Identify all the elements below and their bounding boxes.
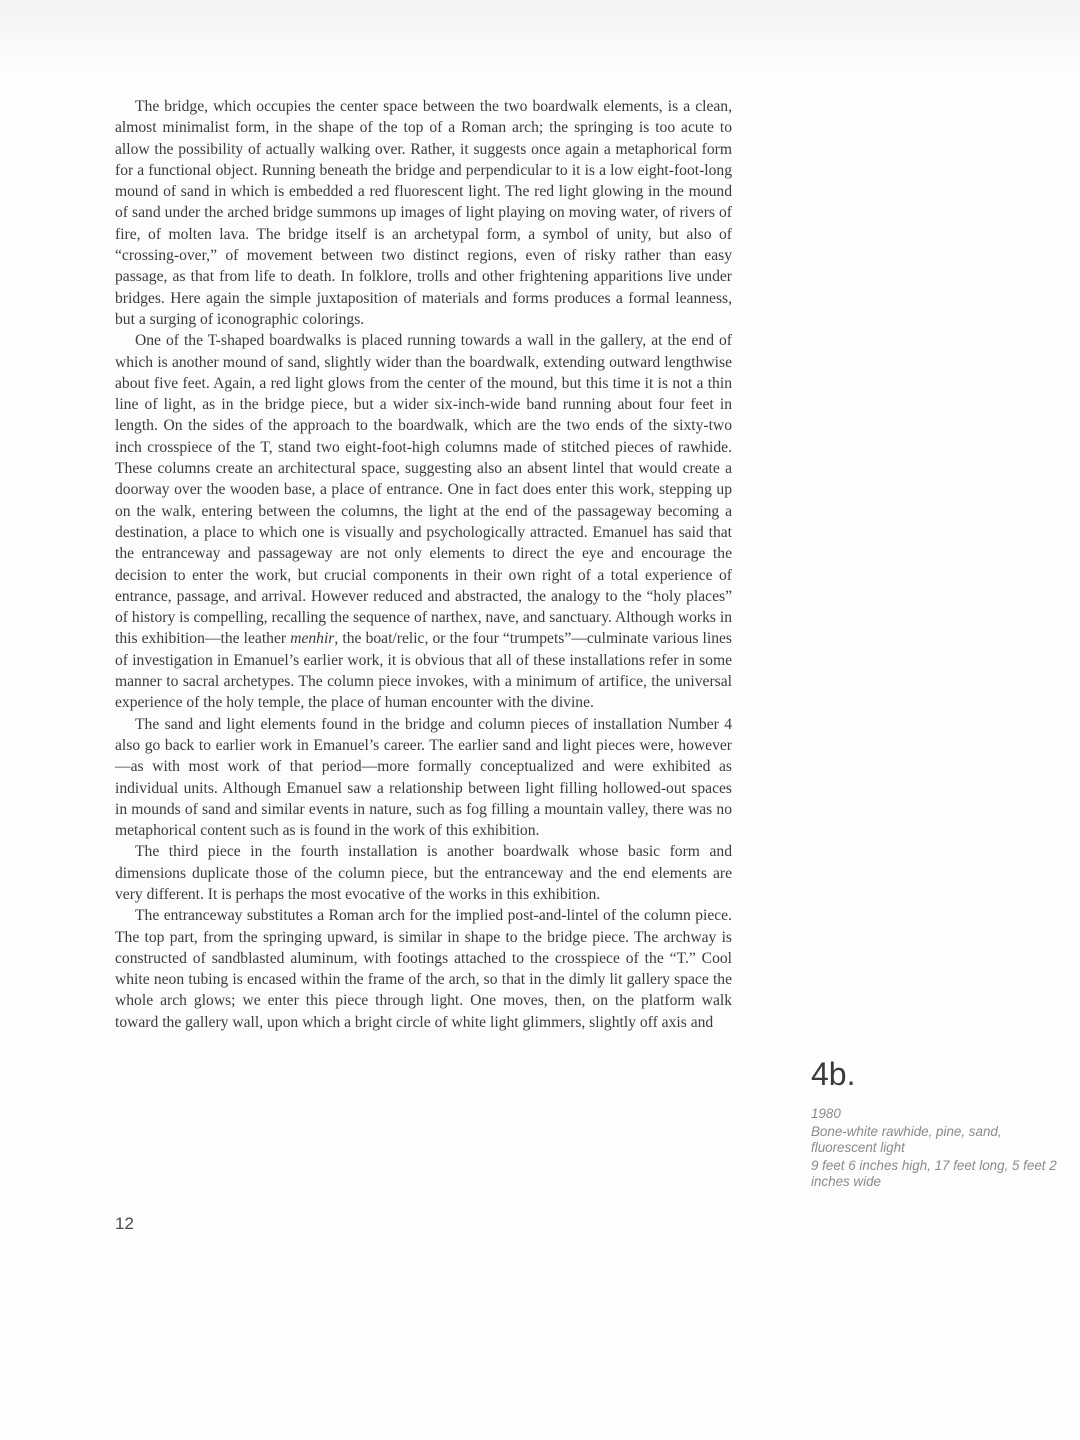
body-paragraph bbox=[115, 714, 732, 842]
caption-dimensions: 9 feet 6 inches high, 17 feet long, 5 feet 2 inches wide bbox=[811, 1158, 1057, 1189]
scan-shading bbox=[0, 0, 1080, 80]
paragraph-text: The entranceway substitutes a Roman arch for the implied post-and-lintel of the column piece. The top part, from the springing upward, is similar in shape to the bridge piece. The archway is constructed of sandblasted aluminum, with footings attached to the crosspiece of the “T.” Cool white neon tubing is encased within the frame of the arch, so that in the dimly lit gallery space the whole arch glows; we enter this piece through light. One moves, then, on the platform walk toward the gallery wall, upon which a bright circle of white light glimmers, slightly off axis and bbox=[115, 907, 732, 1031]
paragraph-text: One of the T-shaped boardwalks is placed running towards a wall in the gallery, at the end of which is another mound of sand, slightly wider than the boardwalk, extending outward lengthwise about five feet. Again, a red light glows from the center of the mound, but this time it is not a thin line of light, as in the bridge piece, but a wider six-inch-wide band running about four feet in length. On the sides of the approach to the boardwalk, which are the two ends of the sixty-two inch crosspiece of the T, stand two eight-foot-high columns made of stitched pieces of rawhide. These columns create an architectural space, suggesting also an absent lintel that would create a doorway over the wooden base, a place of entrance. One in fact does enter this work, stepping up on the walk, entering between the columns, the light at the end of the passageway becoming a destination, a place to which one is visually and psychologically attracted. Emanuel has said that the entranceway and passageway are not only elements to direct the eye and encourage the decision to enter the work, but crucial components in their own right of a total experience of entrance, passage, and arrival. However reduced and abstracted, the analogy to the “holy places” of history is compelling, recalling the sequence of narthex, nave, and sanctuary. Although works in this exhibition—the leather bbox=[115, 332, 732, 648]
paragraph-text: The bridge, which occupies the center space between the two boardwalk elements, is a clean, almost minimalist form, in the shape of the top of a Roman arch; the springing is too acute to allow the possibility of actually walking over. Rather, it suggests once again a metaphorical form for a functional object. Running beneath the bridge and perpendicular to it is a low eight-foot-long mound of sand in which is embedded a red fluorescent light. The red light glowing in the mound of sand under the arched bridge summons up images of light playing on moving water, of rivers of fire, of molten lava. The bridge itself is an archetypal form, a symbol of unity, but also of “crossing-over,” of movement between two distinct regions, even of risky rather than easy passage, as that from life to death. In folklore, trolls and other frightening apparitions live under bridges. Here again the simple juxtaposition of materials and forms produces a formal leanness, but a surging of iconographic colorings. bbox=[115, 98, 732, 328]
body-paragraph bbox=[115, 841, 732, 905]
paragraph-text: The sand and light elements found in the bridge and column pieces of installation Number 4 also go back to earlier work in Emanuel’s career. The earlier sand and light pieces were, however—as with most work of that period—more formally conceptualized and were exhibited as individual units. Although Emanuel saw a relationship between light filling hollowed-out spaces in mounds of sand and similar events in nature, such as fog filling a mountain valley, there was no metaphorical content such as is found in the work of this exhibition. bbox=[115, 715, 732, 840]
paragraph-text: , the boat/relic, or the four “trumpets”—culminate various lines of investigation in Emanuel’s earlier work, it is obvious that all of these installations refer in some manner to sacral archetypes. The column piece invokes, with a minimum of artifice, the universal experience of the holy temple, the place of human encounter with the divine. bbox=[115, 630, 732, 712]
body-paragraph bbox=[115, 905, 732, 1033]
figure-caption bbox=[811, 1054, 1061, 1190]
caption-materials: Bone-white rawhide, pine, sand, fluorescent light bbox=[811, 1124, 1002, 1155]
figure-number: 4b. bbox=[811, 1056, 856, 1092]
body-paragraph bbox=[115, 330, 732, 713]
page-number: 12 bbox=[115, 1214, 134, 1233]
body-paragraph bbox=[115, 96, 732, 330]
italic-term: menhir bbox=[290, 630, 335, 648]
article-body bbox=[115, 96, 732, 1033]
paragraph-text: The third piece in the fourth installation is another boardwalk whose basic form and dimensions duplicate those of the column piece, but the entranceway and the end elements are very different. It is perhaps the most evocative of the works in this exhibition. bbox=[115, 843, 732, 903]
caption-year: 1980 bbox=[811, 1106, 841, 1121]
